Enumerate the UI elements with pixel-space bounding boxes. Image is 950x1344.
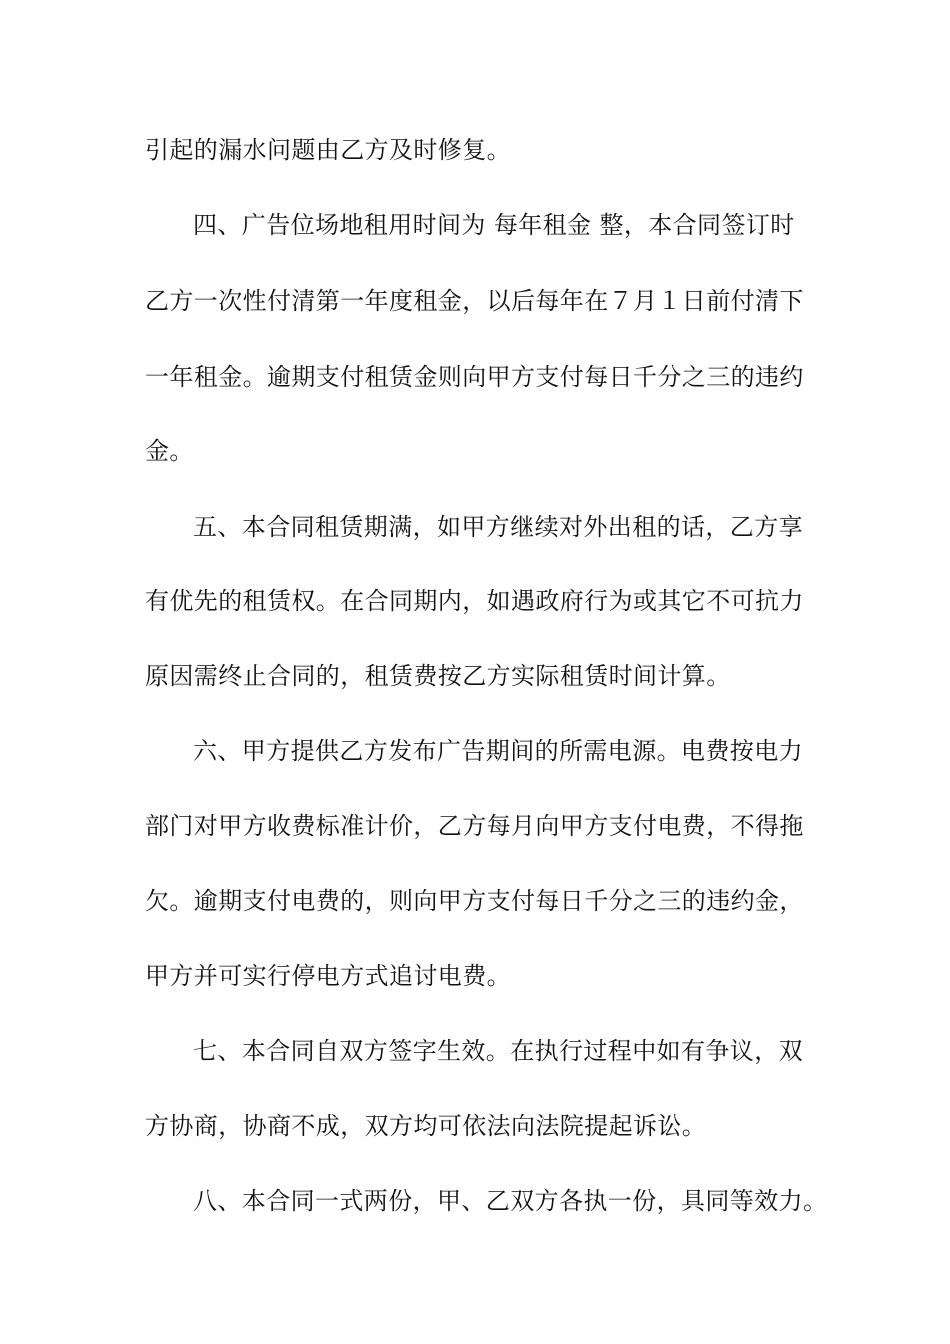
clause-7-line-2: 方协商，协商不成，双方均可依法向法院提起诉讼。 bbox=[145, 1112, 707, 1140]
paragraph-3-continuation-line: 引起的漏水问题由乙方及时修复。 bbox=[145, 136, 511, 164]
clause-7-line-1: 七、本合同自双方签字生效。在执行过程中如有争议，双 bbox=[193, 1037, 803, 1065]
clause-4-line-3: 一年租金。逾期支付租赁金则向甲方支付每日千分之三的违约 bbox=[145, 363, 804, 391]
clause-5-line-2: 有优先的租赁权。在合同期内，如遇政府行为或其它不可抗力 bbox=[145, 587, 804, 615]
clause-6-line-2: 部门对甲方收费标准计价，乙方每月向甲方支付电费，不得拖 bbox=[145, 812, 804, 840]
clause-5-line-1: 五、本合同租赁期满，如甲方继续对外出租的话，乙方享 bbox=[193, 513, 803, 541]
clause-5-line-3: 原因需终止合同的，租赁费按乙方实际租赁时间计算。 bbox=[145, 662, 731, 690]
clause-4-line-2: 乙方一次性付清第一年度租金，以后每年在７月１日前付清下 bbox=[145, 287, 804, 315]
clause-6-line-1: 六、甲方提供乙方发布广告期间的所需电源。电费按电力 bbox=[193, 737, 803, 765]
clause-8-line-1: 八、本合同一式两份，甲、乙双方各执一份，具同等效力。 bbox=[193, 1187, 828, 1215]
clause-4-line-4: 金。 bbox=[145, 437, 194, 465]
clause-6-line-3: 欠。逾期支付电费的，则向甲方支付每日千分之三的违约金， bbox=[145, 887, 804, 915]
clause-4-line-1: 四、广告位场地租用时间为 每年租金 整，本合同签订时 bbox=[193, 211, 795, 239]
clause-6-line-4: 甲方并可实行停电方式追讨电费。 bbox=[145, 962, 511, 990]
